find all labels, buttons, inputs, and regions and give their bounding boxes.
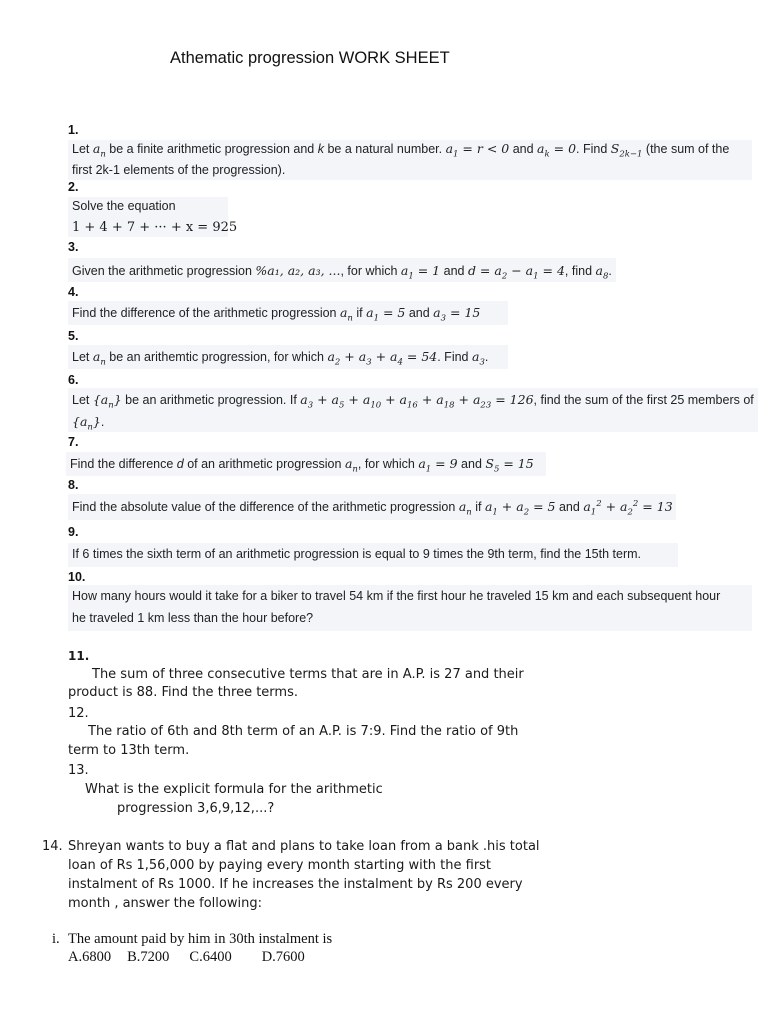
question-12-line-1: The ratio of 6th and 8th term of an A.P. is 7:9. Find the ratio of 9th <box>88 724 519 739</box>
question-14-line-1: Shreyan wants to buy a flat and plans to take loan from a bank .his total <box>68 839 540 854</box>
question-1-line-2: first 2k-1 elements of the progression). <box>72 163 286 177</box>
question-2-equation: 1 + 4 + 7 + ··· + x = 925 <box>72 220 238 235</box>
question-14-line-4: month , answer the following: <box>68 896 262 911</box>
question-9-text: If 6 times the sixth term of an arithmetic progression is equal to 9 times the 9th term, find the 15th term. <box>72 547 642 561</box>
subquestion-i-options <box>68 949 305 966</box>
question-4-text: Find the difference of the arithmetic progression $a_n$ if $a_1 = 5$ and $a_3 = 15$ <box>72 305 481 324</box>
question-7-text: Find the difference d of an arithmetic progression $a_n$, for which $a_1 = 9$ and $S_5 = 15$ <box>70 456 534 475</box>
question-number-8: 8. <box>68 478 79 492</box>
question-14-line-3: instalment of Rs 1000. If he increases the instalment by Rs 200 every <box>68 877 523 892</box>
question-number-3: 3. <box>68 240 79 254</box>
question-11-line-1: The sum of three consecutive terms that are in A.P. is 27 and their <box>92 667 524 682</box>
question-13-line-1: What is the explicit formula for the arithmetic <box>85 782 383 797</box>
question-2-line-1: Solve the equation <box>72 199 176 213</box>
worksheet-title: Athematic progression WORK SHEET <box>170 49 450 67</box>
question-6-line-1: Let $\{a_n\}$ be an arithmetic progression. If $a_3 + a_5 + a_{10} + a_{16} + a_{18} + a_{23} = 126$, find the sum of the first 25 members of <box>72 392 754 411</box>
subquestion-i-text: The amount paid by him in 30th instalment is <box>68 931 333 947</box>
option-a: A.6800 <box>68 949 112 965</box>
question-number-7: 7. <box>68 435 79 449</box>
question-1-line-1: Let $a_n$ be a finite arithmetic progression and k be a natural number. $a_1 = r < 0$ and $a_k = 0$. Find $S_{2k-1}$ (the sum of the <box>72 141 730 160</box>
question-12-line-2: term to 13th term. <box>68 743 190 758</box>
subquestion-number-i: i. <box>52 931 60 947</box>
question-10-line-1: How many hours would it take for a biker to travel 54 km if the first hour he traveled 15 km and each subsequent hour <box>72 589 721 603</box>
question-number-1: 1. <box>68 123 79 137</box>
question-8-text: Find the absolute value of the difference of the arithmetic progression $a_n$ if $a_1 + a_2 = 5$ and $a_1^2 + a_2^2 = 13$ <box>72 499 673 518</box>
option-d: D.7600 <box>261 949 305 965</box>
question-number-10: 10. <box>68 570 86 584</box>
question-13-line-2: progression 3,6,9,12,...? <box>117 801 275 816</box>
question-number-9: 9. <box>68 525 79 539</box>
question-11-line-2: product is 88. Find the three terms. <box>68 685 298 700</box>
question-6-line-2: $\{a_n\}$. <box>72 414 105 433</box>
question-number-5: 5. <box>68 329 79 343</box>
question-number-4: 4. <box>68 285 79 299</box>
question-number-6: 6. <box>68 373 79 387</box>
question-3-text: Given the arithmetic progression %a₁, a₂, a₃, ..., for which $a_1 = 1$ and $d = a_2 - a_1 = 4$, find $a_8$. <box>72 263 612 282</box>
question-14-line-2: loan of Rs 1,56,000 by paying every month starting with the first <box>68 858 492 873</box>
option-c: C.6400 <box>189 949 232 965</box>
question-number-2: 2. <box>68 180 79 194</box>
question-5-text: Let $a_n$ be an arithemtic progression, for which $a_2 + a_3 + a_4 = 54$. Find $a_3$. <box>72 349 489 368</box>
question-number-11: 11. <box>68 649 90 663</box>
question-number-12: 12. <box>68 706 89 721</box>
question-number-13: 13. <box>68 763 89 778</box>
question-number-14: 14. <box>42 839 63 854</box>
option-b: B.7200 <box>127 949 170 965</box>
question-10-line-2: he traveled 1 km less than the hour before? <box>72 611 314 625</box>
